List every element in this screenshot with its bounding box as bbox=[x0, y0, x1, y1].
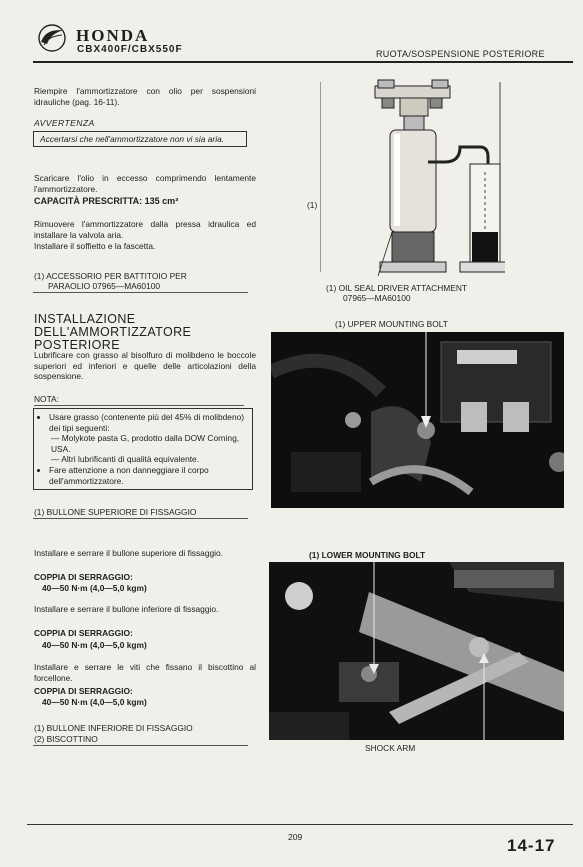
warning-title: AVVERTENZA bbox=[34, 118, 95, 128]
caption-shock-arm-it: (2) BISCOTTINO bbox=[34, 734, 98, 744]
brand-name: HONDA bbox=[76, 26, 150, 45]
paragraph-fill-oil: Riempire l'ammortizzatore con olio per sospensioni idrauliche (pag. 16-11). bbox=[34, 86, 256, 107]
oil-seal-driver-illustration bbox=[320, 72, 505, 282]
paragraph-lower-bolt: Installare e serrare il bullone inferiore di fissaggio. bbox=[34, 604, 219, 614]
paragraph-lubricate: Lubrificare con grasso al bisolfuro di molibdeno le boccole superiori ed inferiori e quelle delle articolazioni della sospensione. bbox=[34, 350, 256, 382]
model-name: CBX400F/CBX550F bbox=[77, 44, 183, 55]
note-title: NOTA: bbox=[34, 394, 59, 404]
caption-accessory-line2: PARAOLIO 07965—MA60100 bbox=[48, 281, 161, 291]
page-code: 14-17 bbox=[507, 836, 556, 855]
torque-label-2: COPPIA DI SERRAGGIO: bbox=[34, 628, 133, 638]
fig1-caption-line2: 07965—MA60100 bbox=[343, 293, 411, 303]
section-title: RUOTA/SOSPENSIONE POSTERIORE bbox=[376, 49, 545, 59]
paragraph-remove-shock: Rimuovere l'ammortizzatore dalla pressa idraulica ed installare la valvola aria. bbox=[34, 219, 256, 240]
torque-label-1: COPPIA DI SERRAGGIO: bbox=[34, 572, 133, 582]
footer-rule bbox=[27, 824, 573, 825]
capacity-spec: CAPACITÀ PRESCRITTA: 135 cm³ bbox=[34, 196, 179, 206]
caption-rule-1 bbox=[33, 292, 248, 293]
install-heading: INSTALLAZIONE DELL'AMMORTIZZATORE POSTERIORE bbox=[34, 312, 192, 352]
torque-value-2: 40—50 N·m (4,0—5,0 kgm) bbox=[42, 640, 147, 650]
upper-mounting-bolt-photo bbox=[271, 332, 564, 508]
lower-mounting-bolt-photo bbox=[269, 562, 564, 740]
honda-wing-logo bbox=[35, 24, 69, 52]
caption-lower-bolt-it: (1) BULLONE INFERIORE DI FISSAGGIO bbox=[34, 723, 193, 733]
caption-rule-2 bbox=[33, 518, 248, 519]
note-bullet-grease: • Usare grasso (contenente più del 45% di molibdeno) dei tipi seguenti: bbox=[49, 412, 247, 433]
caption-accessory-line1: (1) ACCESSORIO PER BATTITOIO PER bbox=[34, 271, 187, 281]
note-sub-molykote: — Molykote pasta G, prodotto dalla DOW Corning, USA. bbox=[51, 433, 240, 454]
paragraph-upper-bolt: Installare e serrare il bullone superiore di fissaggio. bbox=[34, 548, 224, 558]
fig1-caption-line1: (1) OIL SEAL DRIVER ATTACHMENT bbox=[326, 283, 467, 293]
paragraph-install-boot: Installare il soffietto e la fascetta. bbox=[34, 241, 156, 251]
note-sub-other: — Altri lubrificanti di qualità equivalente. bbox=[51, 454, 200, 465]
torque-label-3: COPPIA DI SERRAGGIO: bbox=[34, 686, 133, 696]
warning-box: Accertarsi che nell'ammortizzatore non vi sia aria. bbox=[33, 131, 247, 147]
fig3-caption: (1) LOWER MOUNTING BOLT bbox=[309, 550, 426, 560]
fig3-subcaption: SHOCK ARM bbox=[365, 743, 416, 753]
caption-upper-bolt-it: (1) BULLONE SUPERIORE DI FISSAGGIO bbox=[34, 507, 197, 517]
paragraph-shock-arm: Installare e serrare le viti che fissano il biscottino al forcellone. bbox=[34, 662, 256, 683]
paragraph-drain-oil: Scaricare l'olio in eccesso comprimendo lentamente l'ammortizzatore. bbox=[34, 173, 256, 194]
caption-rule-3 bbox=[33, 745, 248, 746]
note-bullet-careful: • Fare attenzione a non danneggiare il corpo dell'ammortizzatore. bbox=[49, 465, 247, 486]
note-title-rule bbox=[34, 405, 244, 406]
fig1-callout: (1) bbox=[307, 200, 318, 210]
page-number: 209 bbox=[288, 832, 303, 842]
torque-value-1: 40—50 N·m (4,0—5,0 kgm) bbox=[42, 583, 147, 593]
note-box bbox=[33, 408, 253, 490]
torque-value-3: 40—50 N·m (4,0—5,0 kgm) bbox=[42, 697, 147, 707]
fig2-caption: (1) UPPER MOUNTING BOLT bbox=[335, 319, 448, 329]
header-rule bbox=[33, 61, 573, 63]
